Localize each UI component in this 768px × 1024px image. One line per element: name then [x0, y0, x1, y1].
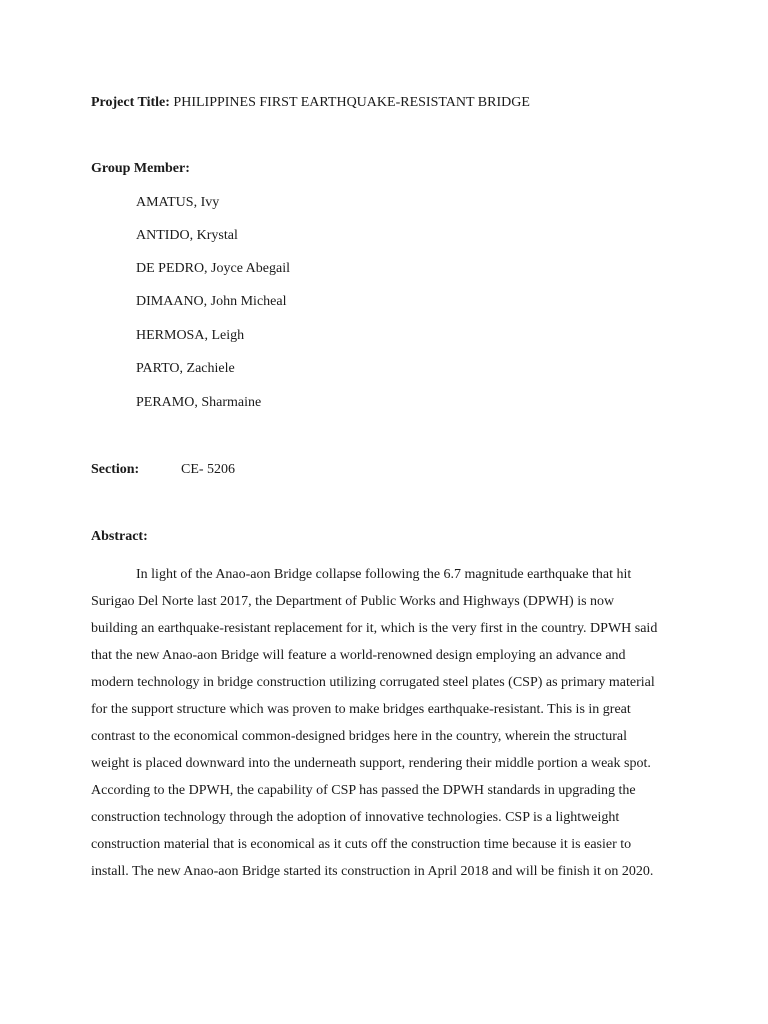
abstract-label: Abstract:	[91, 529, 148, 544]
abstract-body	[91, 561, 661, 885]
group-member-item: DIMAANO, John Micheal	[136, 294, 287, 309]
project-title-value: PHILIPPINES FIRST EARTHQUAKE-RESISTANT BRIDGE	[173, 95, 530, 110]
group-member-item: AMATUS, Ivy	[136, 195, 220, 210]
abstract-paragraph: In light of the Anao-aon Bridge collapse following the 6.7 magnitude earthquake that hit Surigao Del Norte last 2017, the Department of Public Works and Highways (DPWH) is now building an earthquake-resistant replacement for it, which is the very first in the country. DPWH said that the new Anao-aon Bridge will feature a world-renowned design employing an advance and modern technology in bridge construction utilizing corrugated steel plates (CSP) as primary material for the support structure which was proven to make bridges earthquake-resistant. This is in great contrast to the economical common-designed bridges here in the country, wherein the structural weight is placed downward into the underneath support, rendering their middle portion a weak spot. According to the DPWH, the capability of CSP has passed the DPWH standards in upgrading the construction technology through the adoption of innovative technologies. CSP is a lightweight construction material that is economical as it cuts off the construction time because it is easier to install. The new Anao-aon Bridge started its construction in April 2018 and will be finish it on 2020.	[91, 567, 658, 879]
group-member-label: Group Member:	[91, 161, 190, 176]
group-member-item: HERMOSA, Leigh	[136, 328, 245, 343]
group-member-item: DE PEDRO, Joyce Abegail	[136, 261, 290, 276]
project-title-line	[91, 94, 530, 112]
section-value: CE- 5206	[181, 462, 236, 477]
group-member-item: PARTO, Zachiele	[136, 361, 235, 376]
section-label: Section:	[91, 462, 140, 477]
project-title-label: Project Title:	[91, 95, 170, 110]
group-member-item: ANTIDO, Krystal	[136, 228, 238, 243]
group-member-item: PERAMO, Sharmaine	[136, 395, 262, 410]
